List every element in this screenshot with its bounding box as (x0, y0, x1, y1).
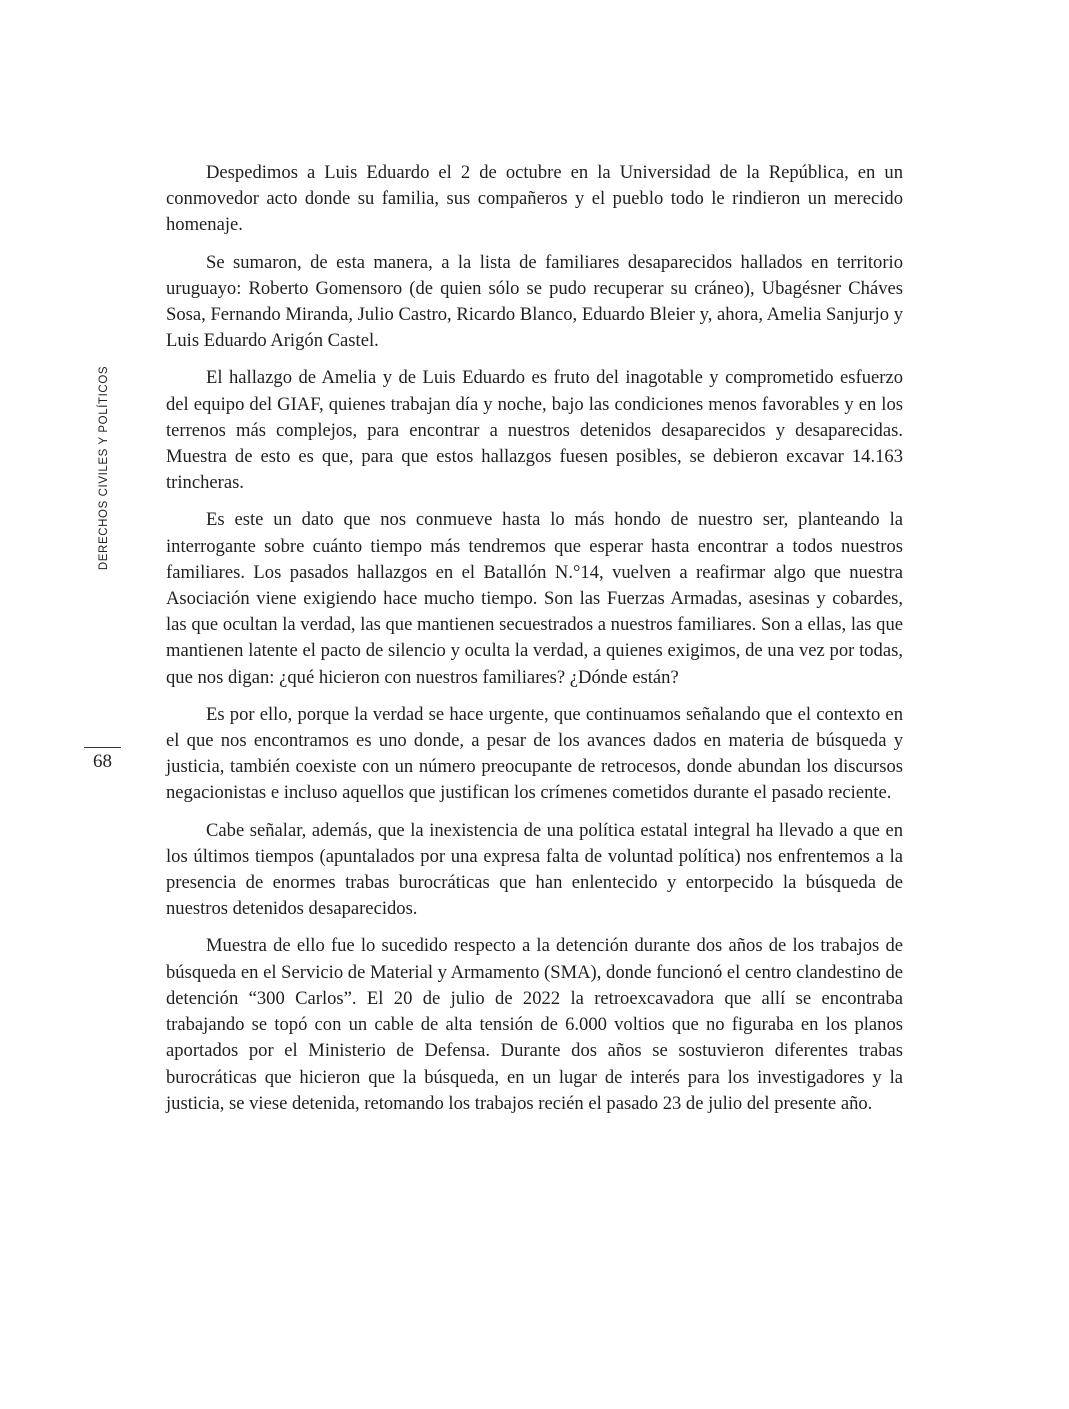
paragraph: Despedimos a Luis Eduardo el 2 de octubre en la Universidad de la República, en un conmovedor acto donde su familia, sus compañeros y el pueblo todo le rindieron un merecido homenaje. (166, 162, 903, 236)
paragraph: Es por ello, porque la verdad se hace urgente, que continuamos señalando que el contexto en el que nos encontramos es uno donde, a pesar de los avances dados en materia de búsqueda y justicia, también coexiste con un número preocupante de retrocesos, donde abundan los discursos negacionistas e incluso aquellos que justifican los crímenes cometidos durante el pasado reciente. (166, 703, 903, 804)
page-number: 68 (93, 751, 112, 772)
body-text (166, 160, 903, 1128)
section-title-text: DERECHOS CIVILES Y POLÍTICOS (98, 365, 110, 571)
paragraph: Cabe señalar, además, que la inexistencia de una política estatal integral ha llevado a que en los últimos tiempos (apuntalados por una expresa falta de voluntad política) nos enfrentemos a la presencia de enormes trabas burocráticas que han enlentecido y entorpecido la búsqueda de nuestros detenidos desaparecidos. (166, 819, 903, 920)
paragraph: Es este un dato que nos conmueve hasta lo más hondo de nuestro ser, planteando la interrogante sobre cuánto tiempo más tendremos que esperar hasta encontrar a todos nuestros familiares. Los pasados hallazgos en el Batallón N.°14, vuelven a reafirmar algo que nuestra Asociación viene exigiendo hace mucho tiempo. Son las Fuerzas Armadas, asesinas y cobardes, las que ocultan la verdad, las que mantienen secuestrados a nuestros familiares. Son a ellas, las que mantienen latente el pacto de silencio y oculta la verdad, a quienes exigimos, de una vez por todas, que nos digan: ¿qué hicieron con nuestros familiares? ¿Dónde están? (166, 509, 903, 688)
page-number-rule (84, 747, 121, 748)
paragraph: Se sumaron, de esta manera, a la lista de familiares desaparecidos hallados en territorio uruguayo: Roberto Gomensoro (de quien sólo se pudo recuperar su cráneo), Ubagésner Cháves Sosa, Fernando Miranda, Julio Castro, Ricardo Blanco, Eduardo Bleier y, ahora, Amelia Sanjurjo y Luis Eduardo Arigón Castel. (166, 251, 903, 352)
paragraph: Muestra de ello fue lo sucedido respecto a la detención durante dos años de los trabajos de búsqueda en el Servicio de Material y Armamento (SMA), donde funcionó el centro clandestino de detención “300 Carlos”. El 20 de julio de 2022 la retroexcavadora que allí se encontraba trabajando se topó con un cable de alta tensión de 6.000 voltios que no figuraba en los planos aportados por el Ministerio de Defensa. Durante dos años se sostuvieron diferentes trabas burocráticas que hicieron que la búsqueda, en un lugar de interés para los investigadores y la justicia, se viese detenida, retomando los trabajos recién el pasado 23 de julio del presente año. (166, 935, 903, 1114)
paragraph: El hallazgo de Amelia y de Luis Eduardo es fruto del inagotable y comprometido esfuerzo del equipo del GIAF, quienes trabajan día y noche, bajo las condiciones menos favorables y en los terrenos más complejos, para encontrar a nuestros detenidos desaparecidos y desaparecidas. Muestra de esto es que, para que estos hallazgos fuesen posibles, se debieron excavar 14.163 trincheras. (166, 367, 903, 494)
